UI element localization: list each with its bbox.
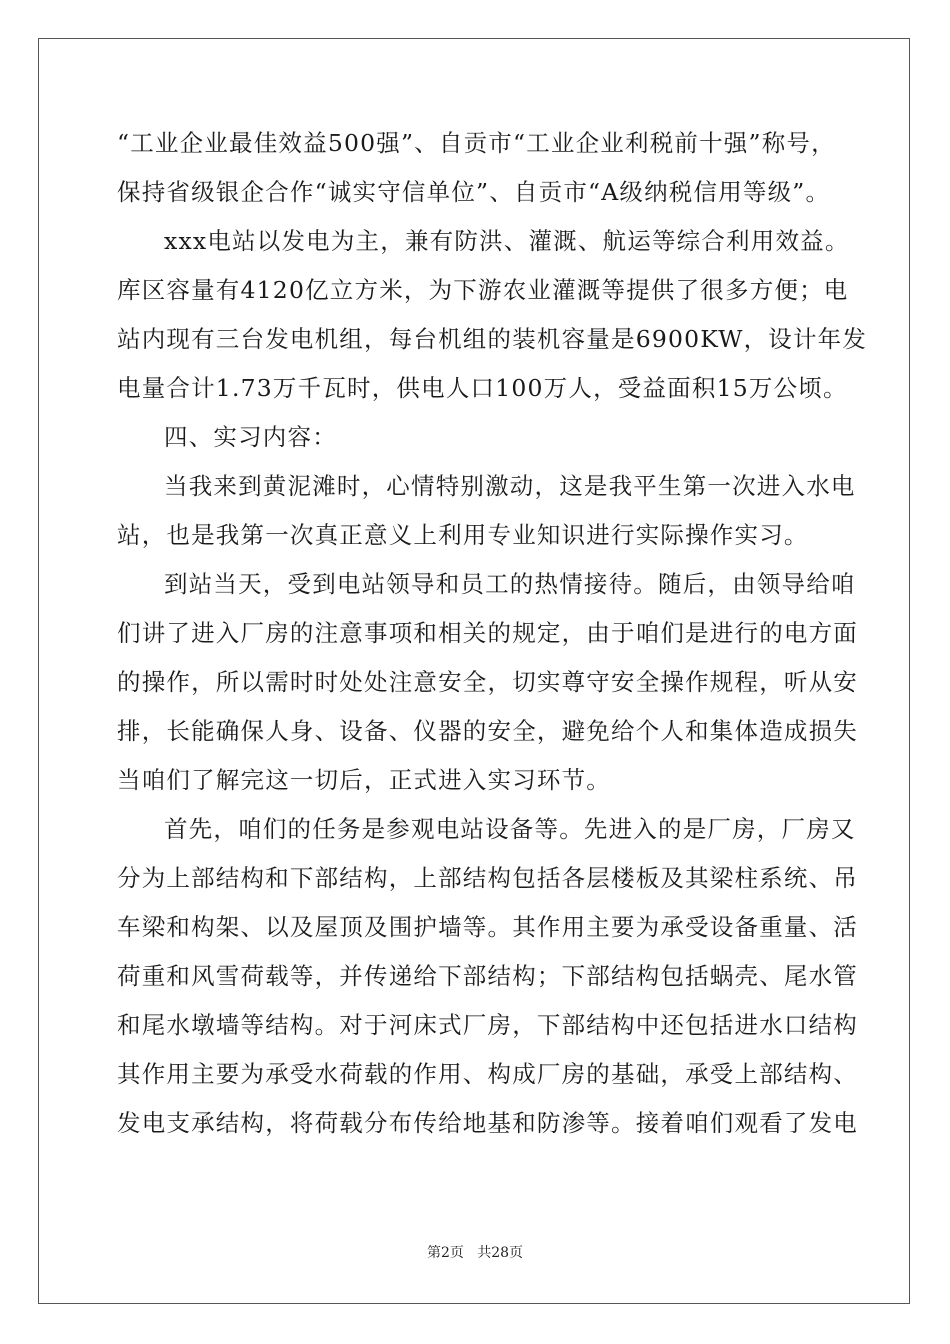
text-line: 其作用主要为承受水荷载的作用、构成厂房的基础，承受上部结构、 bbox=[117, 1060, 858, 1088]
text-line: 发电支承结构，将荷载分布传给地基和防渗等。接着咱们观看了发电 bbox=[117, 1109, 858, 1137]
text-line: 的操作，所以需时时处处注意安全，切实尊守安全操作规程，听从安 bbox=[117, 668, 858, 696]
text-line: 库区容量有4120亿立方米，为下游农业灌溉等提供了很多方便；电 bbox=[117, 276, 849, 304]
text-line: 站内现有三台发电机组，每台机组的装机容量是6900KW，设计年发 bbox=[117, 325, 868, 353]
text-line: 荷重和风雪荷载等，并传递给下部结构；下部结构包括蜗壳、尾水管 bbox=[117, 962, 858, 990]
page-number-footer: 第2页 共28页 bbox=[426, 1245, 524, 1261]
paragraph-first-line: 当我来到黄泥滩时，心情特别激动，这是我平生第一次进入水电 bbox=[164, 472, 856, 500]
text-line: 当咱们了解完这一切后，正式进入实习环节。 bbox=[117, 766, 611, 794]
paragraph-first-line: xxx电站以发电为主，兼有防洪、灌溉、航运等综合利用效益。 bbox=[164, 227, 850, 255]
text-line: 车梁和构架、以及屋顶及围护墙等。其作用主要为承受设备重量、活 bbox=[117, 913, 858, 941]
section-heading: 四、实习内容： bbox=[164, 423, 337, 451]
paragraph-first-line: 首先，咱们的任务是参观电站设备等。先进入的是厂房，厂房又 bbox=[164, 815, 856, 843]
text-line: 分为上部结构和下部结构，上部结构包括各层楼板及其梁柱系统、吊 bbox=[117, 864, 858, 892]
text-line: 保持省级银企合作“诚实守信单位”、自贡市“A级纳税信用等级”。 bbox=[117, 178, 831, 206]
text-line: 们讲了进入厂房的注意事项和相关的规定，由于咱们是进行的电方面 bbox=[117, 619, 858, 647]
text-line: 电量合计1.73万千瓦时，供电人口100万人，受益面积15万公顷。 bbox=[117, 374, 848, 402]
text-line: “工业企业最佳效益500强”、自贡市“工业企业利税前十强”称号， bbox=[117, 129, 836, 157]
paragraph-first-line: 到站当天，受到电站领导和员工的热情接待。随后，由领导给咱 bbox=[164, 570, 856, 598]
text-line: 站，也是我第一次真正意义上利用专业知识进行实际操作实习。 bbox=[117, 521, 809, 549]
text-line: 排，长能确保人身、设备、仪器的安全，避免给个人和集体造成损失 bbox=[117, 717, 858, 745]
text-line: 和尾水墩墙等结构。对于河床式厂房，下部结构中还包括进水口结构 bbox=[117, 1011, 858, 1039]
